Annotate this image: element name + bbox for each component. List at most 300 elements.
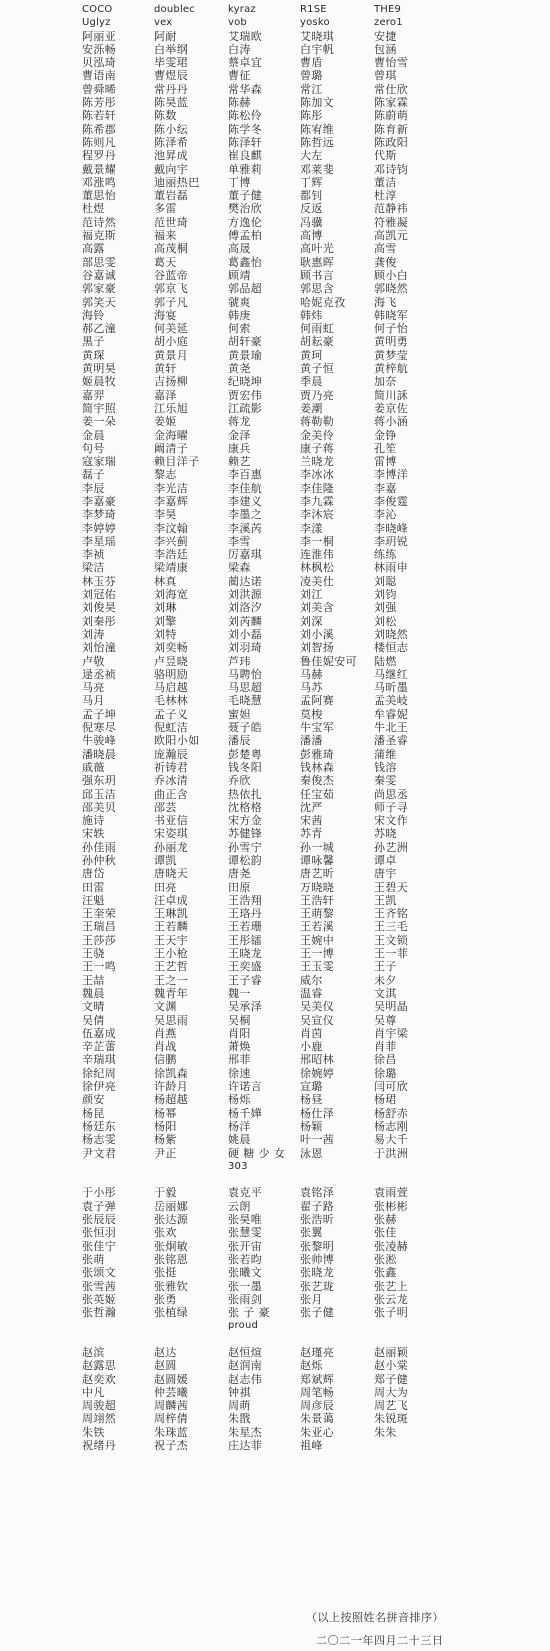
name-cell: 赵小棠 [374, 1359, 409, 1373]
name-cell: 王喆 [82, 973, 105, 987]
name-cell: 孙仲秋 [82, 854, 117, 867]
name-cell: 姜姬 [154, 415, 177, 429]
name-cell: 杨颖 [300, 1119, 323, 1133]
name-cell: 牛北王 [374, 721, 409, 735]
name-cell: 陈加文 [300, 96, 335, 110]
name-cell: 雷博 [374, 455, 397, 469]
name-cell: 唐晓天 [154, 867, 189, 881]
name-cell: 张英姬 [82, 1292, 117, 1306]
name-cell: 戴景耀 [82, 162, 117, 176]
name-cell: 李星瑶 [82, 534, 117, 548]
name-cell: 陈松伶 [228, 109, 263, 123]
name-cell: 冯骥 [300, 215, 323, 229]
name-cell: 中凡 [82, 1385, 105, 1399]
name-cell: 宣璐 [300, 1080, 323, 1094]
name-cell: 姜潮 [300, 401, 323, 415]
name-cell: 张铭恩 [154, 1252, 189, 1266]
name-cell: 祝绪丹 [82, 1439, 117, 1453]
name-cell: 刘怡潼 [82, 641, 117, 655]
name-cell: 谷嘉诚 [82, 268, 117, 282]
name-cell: 肖菲 [374, 1040, 397, 1054]
name-cell: 祖峰 [300, 1439, 323, 1453]
name-cell: 牛骏峰 [82, 734, 117, 748]
name-cell: 唐尧 [228, 867, 251, 881]
name-cell: 姜京佐 [374, 401, 409, 415]
name-cell: 吉扬柳 [154, 375, 189, 389]
name-cell: 张炯敏 [154, 1239, 189, 1253]
name-cell: 李梦琦 [82, 508, 117, 522]
name-cell: 书亚信 [154, 814, 189, 828]
name-cell: 徐婉婷 [300, 1066, 335, 1080]
name-cell: 聂子皓 [228, 721, 263, 735]
name-cell: 孟阿赛 [300, 694, 335, 708]
name-cell: 哈妮克孜 [300, 295, 346, 309]
name-cell: 苏晓 [374, 827, 397, 841]
name-cell: 张彬彬 [374, 1199, 409, 1213]
name-cell [300, 1319, 374, 1332]
name-cell: 李雪 [228, 534, 251, 548]
name-cell: 于毅 [154, 1186, 177, 1200]
name-cell: 叶一茜 [300, 1133, 335, 1147]
name-cell: 王若麟 [154, 920, 189, 934]
name-cell: 彭雅琦 [300, 747, 335, 761]
name-cell: 黄子恒 [300, 362, 335, 376]
name-cell: 郭家豪 [82, 282, 117, 296]
name-cell: 魏一 [228, 986, 251, 1000]
name-cell: 赵圆媛 [154, 1372, 189, 1386]
name-cell: 厉嘉琪 [228, 548, 263, 562]
name-cell: 张雅钦 [154, 1279, 189, 1293]
name-cell: 李建义 [228, 494, 263, 508]
name-cell: 刘松 [374, 614, 397, 628]
name-cell: 董岩磊 [154, 189, 189, 203]
name-cell: 黄琛 [82, 348, 105, 362]
name-cell: 张挺 [154, 1266, 177, 1280]
name-cell: 陈赫 [228, 96, 251, 110]
name-cell: 刘琳 [154, 601, 177, 615]
name-cell: 刘洪源 [228, 588, 263, 602]
name-cell: 施诗 [82, 814, 105, 828]
name-cell: 常丹丹 [154, 82, 189, 96]
name-cell: 邵芸 [154, 800, 177, 814]
name-cell: 姚晨 [228, 1133, 251, 1147]
name-cell: 逯丞祯 [82, 667, 117, 681]
name-cell: 李沁 [374, 508, 397, 522]
name-cell: 孟子义 [154, 707, 189, 721]
name-cell: 程罗丹 [82, 149, 117, 163]
name-cell: 杜淳 [374, 189, 397, 203]
name-cell: 嘉泽 [154, 388, 177, 402]
name-cell: 王之一 [154, 973, 189, 987]
name-cell: 王瑞昌 [82, 920, 117, 934]
name-cell: 周翊然 [82, 1412, 117, 1426]
name-cell: 吴尊 [374, 1013, 397, 1027]
name-cell: 小鹿 [300, 1040, 323, 1054]
name-cell: 张颂文 [82, 1266, 117, 1280]
name-cell: 王碧天 [374, 880, 409, 894]
name-cell: 刘美含 [300, 601, 335, 615]
name-cell: 潘辰 [228, 734, 251, 748]
name-cell: 王天宇 [154, 933, 189, 947]
name-cell: 田原 [228, 880, 251, 894]
name-cell: 云朗 [228, 1199, 251, 1213]
name-cell: 海铃 [82, 308, 105, 322]
name-cell: 刘晓然 [374, 627, 409, 641]
name-cell: 连淮伟 [300, 548, 335, 562]
name-cell: 李嘉豪 [82, 494, 117, 508]
name-cell: 金泽 [228, 428, 251, 442]
name-cell: 马赫 [300, 667, 323, 681]
name-cell: 王奕盛 [228, 960, 263, 974]
name-cell: 易大千 [374, 1133, 409, 1147]
name-cell: 李婷婷 [82, 521, 117, 535]
name-cell: 肖战 [154, 1040, 177, 1054]
name-cell: 江乐旭 [154, 401, 189, 415]
name-cell: 胡耘豪 [300, 335, 335, 349]
name-cell: 文渊 [154, 1000, 177, 1014]
name-cell: 张凌赫 [374, 1239, 409, 1253]
name-cell: 范世琦 [154, 215, 189, 229]
name-cell: 刘奕畅 [154, 641, 189, 655]
name-cell: 梁洁 [82, 561, 105, 575]
name-cell: 张哲瀚 [82, 1306, 117, 1320]
name-cell: 胡轩豪 [228, 335, 263, 349]
name-cell: 曹怡雪 [374, 56, 409, 70]
name-cell: 刘芮麟 [228, 614, 263, 628]
name-cell: 马苏 [300, 681, 323, 695]
name-cell: 黄梓航 [374, 362, 409, 376]
name-cell: 牛宝军 [300, 721, 335, 735]
name-cell: 蒲维 [374, 747, 397, 761]
name-cell: 李晓峰 [374, 521, 409, 535]
name-cell: 吴宣仪 [300, 1013, 335, 1027]
name-cell: 陈蔚萌 [374, 109, 409, 123]
name-cell: 于小彤 [82, 1186, 117, 1200]
row-spacer [228, 1333, 300, 1346]
name-cell: kyraz [228, 4, 256, 15]
name-cell: 王一鸣 [82, 960, 117, 974]
name-cell: 唐岱 [82, 867, 105, 881]
name-cell: 唐艺昕 [300, 867, 335, 881]
name-cell: 宋姿琪 [154, 827, 189, 841]
name-cell: 王婉中 [300, 933, 335, 947]
name-cell: 毛晓慧 [228, 694, 263, 708]
name-cell: 郭子凡 [154, 295, 189, 309]
name-cell: 王文锁 [374, 933, 409, 947]
name-cell: 许诺言 [228, 1080, 263, 1094]
name-cell: 张欢 [154, 1226, 177, 1240]
name-cell: 郭品超 [228, 282, 263, 296]
name-cell: 韩晓军 [374, 308, 409, 322]
name-cell: 张黎明 [300, 1239, 335, 1253]
name-cell: 王齐铭 [374, 907, 409, 921]
name-cell: 马继红 [374, 667, 409, 681]
name-cell [374, 1160, 454, 1173]
name-cell: 祝子杰 [154, 1439, 189, 1453]
name-cell: 杨烁 [228, 1093, 251, 1107]
name-cell: 部思雯 [82, 255, 117, 269]
name-cell: 泳恩 [300, 1146, 323, 1160]
name-cell: 林枫松 [300, 561, 335, 575]
name-cell: 杨紫 [154, 1133, 177, 1147]
name-cell: 曲正含 [154, 787, 189, 801]
name-cell: 董思怡 [82, 189, 117, 203]
name-cell: 姜一朵 [82, 415, 117, 429]
name-cell: 陈育新 [374, 122, 409, 136]
name-cell: 李墨之 [228, 508, 263, 522]
name-cell: 陈希郡 [82, 122, 117, 136]
name-cell: 陈芳彤 [82, 96, 117, 110]
name-cell: 孙艺洲 [374, 840, 409, 854]
name-cell: 胡小庭 [154, 335, 189, 349]
name-cell: 周梓倩 [154, 1412, 189, 1426]
name-cell: 郑子健 [374, 1372, 409, 1386]
name-cell: 姬晨牧 [82, 375, 117, 389]
name-cell: 莫梭 [300, 707, 323, 721]
name-cell: 李博洋 [374, 468, 409, 482]
name-cell: 艾瑞欧 [228, 29, 263, 43]
name-cell: 多雷 [154, 202, 177, 216]
name-cell: 辛瑞琪 [82, 1053, 117, 1067]
name-cell: 曾璐 [300, 69, 323, 83]
name-cell: 刘江 [300, 588, 323, 602]
name-cell: 陈彤 [300, 109, 323, 123]
name-cell: 张云龙 [374, 1292, 409, 1306]
name-cell: 杨廷东 [82, 1119, 117, 1133]
name-cell: 王子睿 [228, 973, 263, 987]
name-cell: 代斯 [374, 149, 397, 163]
name-cell: 马昕墨 [374, 681, 409, 695]
name-cell: 肖茵 [300, 1026, 323, 1040]
name-cell: 张晓龙 [300, 1266, 335, 1280]
name-cell: 龚俊 [374, 255, 397, 269]
name-cell: 谭咏馨 [300, 854, 335, 867]
name-cell: 刘俊昊 [82, 601, 117, 615]
name-cell: 袁子弹 [82, 1199, 117, 1213]
name-cell: 倪寒尽 [82, 721, 117, 735]
name-cell: 庄达菲 [228, 1439, 263, 1453]
name-cell: 周笔畅 [300, 1385, 335, 1399]
name-cell: 虢爽 [228, 295, 251, 309]
name-cell: 徐凯森 [154, 1066, 189, 1080]
name-cell: 张子明 [374, 1306, 409, 1320]
name-cell: 马思超 [228, 681, 263, 695]
name-cell: 卢敬 [82, 654, 105, 668]
name-cell [82, 1160, 154, 1173]
name-cell: 王骁 [82, 947, 105, 961]
name-cell: 大左 [300, 149, 323, 163]
name-cell: 康子蒋 [300, 441, 335, 455]
name-cell: 傅孟柏 [228, 229, 263, 243]
name-cell: 郭思含 [300, 282, 335, 296]
name-cell: 谭松韵 [228, 854, 263, 867]
name-cell: 马月 [82, 694, 105, 708]
name-cell: 张艺上 [374, 1279, 409, 1293]
name-cell: Uglyz [82, 17, 111, 29]
name-cell: 未夕 [374, 973, 397, 987]
name-cell: doublec [154, 4, 195, 15]
name-cell: 张佳 [374, 1226, 397, 1240]
name-cell: 宋轶 [82, 827, 105, 841]
name-cell: 张赫 [374, 1213, 397, 1227]
name-cell: 何子怡 [374, 322, 409, 336]
name-cell: 张月 [300, 1292, 323, 1306]
name-cell: 赵丽颖 [374, 1345, 409, 1359]
name-cell: 王凯 [374, 893, 397, 907]
name-cell: 楼恒志 [374, 641, 409, 655]
name-cell: 翟子路 [300, 1199, 335, 1213]
name-cell: 王晓龙 [228, 947, 263, 961]
name-cell: 王莎莎 [82, 933, 117, 947]
name-cell: 尚思丞 [374, 787, 409, 801]
name-cell: 周萌 [228, 1399, 251, 1413]
name-cell: 吴倩 [82, 1013, 105, 1027]
name-cell: 祈铸君 [154, 760, 189, 774]
name-cell: 吴明晶 [374, 1000, 409, 1014]
name-cell: 黄景瑜 [228, 348, 263, 362]
name-cell: 沈格格 [228, 800, 263, 814]
name-cell: 朱星杰 [228, 1425, 263, 1439]
name-cell: 张鑫 [374, 1266, 397, 1280]
name-cell: 符雅凝 [374, 215, 409, 229]
name-cell: 刘小溪 [300, 627, 335, 641]
name-cell: 王萌黎 [300, 907, 335, 921]
name-cell: 陈则凡 [82, 135, 117, 149]
name-cell: 张恒羽 [82, 1226, 117, 1240]
name-cell [374, 1319, 454, 1332]
name-cell: 苏健锋 [228, 827, 263, 841]
name-cell: zero1 [374, 17, 403, 29]
name-cell: 唐宇 [374, 867, 397, 881]
name-cell: 林玉芬 [82, 574, 117, 588]
name-cell: 谷蓝帝 [154, 268, 189, 282]
name-cell: 周彦辰 [300, 1399, 335, 1413]
name-cell: 黄梦莹 [374, 348, 409, 362]
name-cell: 郭笑天 [82, 295, 117, 309]
name-cell: 金铮 [374, 428, 397, 442]
name-cell: R1SE [300, 4, 327, 15]
name-cell: 文晴 [82, 1000, 105, 1014]
name-cell: 陈昊蓝 [154, 96, 189, 110]
name-cell: 钱溶 [374, 760, 397, 774]
name-cell: 袁克平 [228, 1186, 263, 1200]
name-cell: 句号 [82, 441, 105, 455]
name-cell: 杨志雯 [82, 1133, 117, 1147]
name-cell: 蔡卓宜 [228, 56, 263, 70]
name-cell: 王彤镭 [228, 933, 263, 947]
name-cell: 王浩翔 [228, 893, 263, 907]
name-cell: 赵润南 [228, 1359, 263, 1373]
name-cell: 刘特 [154, 627, 177, 641]
name-cell: 张帅博 [300, 1252, 335, 1266]
name-cell: 刘秦彤 [82, 614, 117, 628]
name-cell: 刘深 [300, 614, 323, 628]
name-cell: 杨仕泽 [300, 1106, 335, 1120]
name-cell: 杨舒赤 [374, 1106, 409, 1120]
name-cell: 闫可欣 [374, 1080, 409, 1094]
name-cell: 都钊 [300, 189, 323, 203]
name-cell: 刘洛汐 [228, 601, 263, 615]
name-cell: 丁辉 [300, 175, 323, 189]
name-cell: 郭晓然 [374, 282, 409, 296]
name-cell: 蜜妲 [228, 707, 251, 721]
name-cell: 韩炜 [300, 308, 323, 322]
name-cell: 李嘉辉 [154, 494, 189, 508]
name-cell: 王奎荣 [82, 907, 117, 921]
name-cell: 彭楚粤 [228, 747, 263, 761]
name-cell: 万晓晓 [300, 880, 335, 894]
name-cell: 单雅莉 [228, 162, 263, 176]
row-spacer [154, 1333, 228, 1346]
name-cell: 曾舜晞 [82, 82, 117, 96]
name-cell: 蔺达诺 [228, 574, 263, 588]
name-cell: 阿耐 [154, 29, 177, 43]
name-cell: 陈小纭 [154, 122, 189, 136]
name-cell: 张达源 [154, 1213, 189, 1227]
name-cell: 邵美贝 [82, 800, 117, 814]
name-cell: 田雷 [82, 880, 105, 894]
name-cell: 徐速 [228, 1066, 251, 1080]
name-cell: 倪虹洁 [154, 721, 189, 735]
name-cell: 陈家霖 [374, 96, 409, 110]
name-cell: 热依扎 [228, 787, 263, 801]
name-cell: 刘智扬 [300, 641, 335, 655]
name-cell: 崔良麒 [228, 149, 263, 163]
name-cell: 何雨虹 [300, 322, 335, 336]
name-cell: 迪丽热巴 [154, 175, 200, 189]
name-cell: 季晨 [300, 375, 323, 389]
name-cell: 邓莱斐 [300, 162, 335, 176]
name-cell: 阿丽亚 [82, 29, 117, 43]
name-cell: 汪卓成 [154, 893, 189, 907]
name-cell: 磊子 [82, 468, 105, 482]
name-cell: 尹正 [154, 1146, 177, 1160]
name-cell: 白宇帆 [300, 42, 335, 56]
name-cell: 孙丽龙 [154, 840, 189, 854]
name-cell: 肖宇梁 [374, 1026, 409, 1040]
name-cell: 兰晓龙 [300, 455, 335, 469]
name-cell: 鲁佳妮安可 [300, 654, 357, 668]
name-cell: 李漾 [300, 521, 323, 535]
name-cell: 钟祺 [228, 1385, 251, 1399]
name-cell: 尹文君 [82, 1146, 117, 1160]
name-cell: 卢昱晓 [154, 654, 189, 668]
name-cell: 黄轩 [154, 362, 177, 376]
name-cell: 刘小磊 [228, 627, 263, 641]
name-cell: 王艺哲 [154, 960, 189, 974]
name-cell: 曾琪 [374, 69, 397, 83]
name-cell: 杨阳 [154, 1119, 177, 1133]
name-cell: 李祯 [82, 548, 105, 562]
name-cell: 乔冰清 [154, 774, 189, 788]
name-cell: 沈严 [300, 800, 323, 814]
name-cell: 林雨申 [374, 561, 409, 575]
name-cell: 杨洋 [228, 1119, 251, 1133]
name-cell: 刘聪 [374, 574, 397, 588]
name-cell: 毕雯珺 [154, 56, 189, 70]
name-cell: 黄尧 [228, 362, 251, 376]
name-cell: 池昇成 [154, 149, 189, 163]
name-cell: 高露 [82, 242, 105, 256]
name-cell: 邢昭林 [300, 1053, 335, 1067]
name-cell: 张雨剑 [228, 1292, 263, 1306]
name-cell: 陈若轩 [82, 109, 117, 123]
name-cell: 艾晓琪 [300, 29, 335, 43]
name-cell: THE9 [374, 4, 402, 15]
name-cell: 芦玮 [228, 654, 251, 668]
name-cell: 吴承泽 [228, 1000, 263, 1014]
name-cell: 苏青 [300, 827, 323, 841]
